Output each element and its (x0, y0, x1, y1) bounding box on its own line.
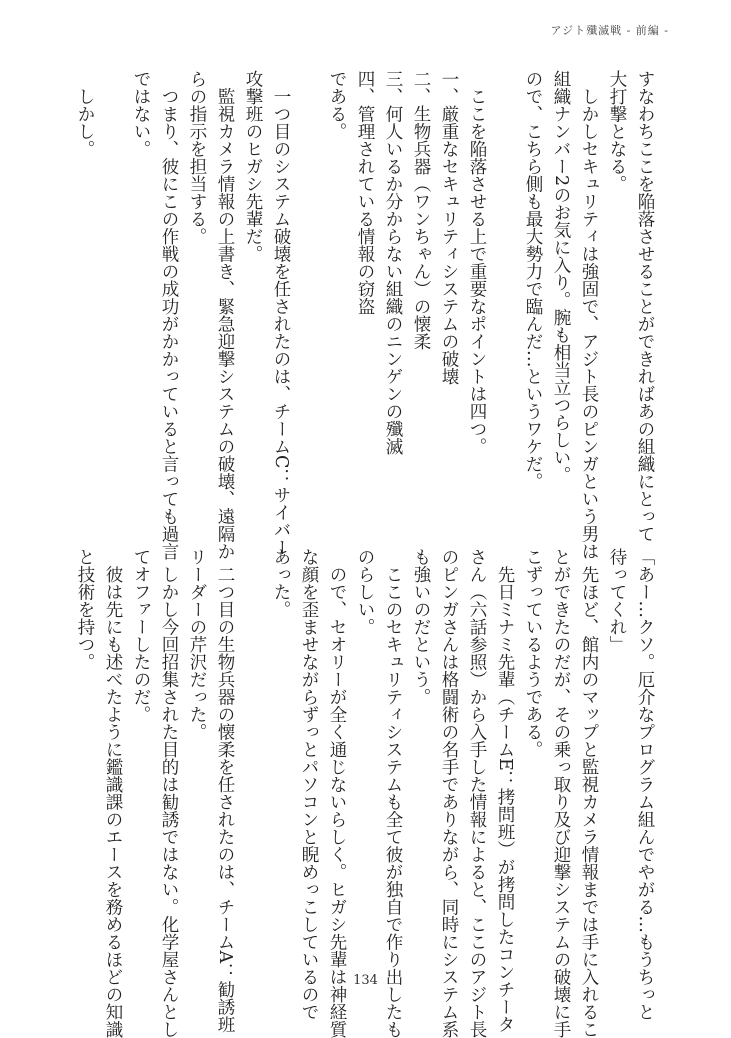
text-line: さん（六話参照）から入手した情報によると、ここのアジト長 (467, 548, 487, 1038)
text-line: 攻撃班のヒガシ先輩だ。 (243, 70, 263, 263)
text-line: ここのセキュリティシステムも全て彼が独自で作り出したも (383, 548, 403, 1038)
text-line: つまり、彼にこの作戦の成功がかかっていると言っても過言 (159, 70, 179, 560)
text-line: すなわちここを陥落させることができればあの組織にとって (635, 70, 655, 543)
text-line: 先ほど、館内のマップと監視カメラ情報までは手に入れるこ (579, 548, 599, 1038)
paragraph-break (295, 70, 323, 502)
text-line: 先日ミナミ先輩（チームE：拷問班）が拷問したコンチータ (495, 548, 515, 1034)
paragraph-break (491, 70, 519, 502)
text-line: 彼は先にも述べたように鑑識課のエースを務めるほどの知識 (103, 548, 123, 1038)
page-number: 134 (353, 973, 378, 988)
running-header: アジト殲滅戦 - 前編 - (550, 24, 669, 37)
text-line: しかし。 (75, 70, 95, 158)
text-line: である。 (327, 70, 347, 140)
text-line: しかし今回招集された目的は勧誘ではない。化学屋さんとし (159, 548, 179, 1038)
upper-text-block (75, 70, 659, 560)
list-item: 三、何人いるか分からない組織のニンゲンの殲滅 (383, 70, 403, 455)
text-line: 組織ナンバー2のお気に入り。腕も相当立つらしい。 (551, 70, 571, 484)
text-line: 二つ目の生物兵器の懐柔を任されたのは、チームA：勧誘班 (215, 548, 235, 1034)
text-line: ここを陥落させる上で重要なポイントは四つ。 (467, 70, 487, 455)
text-line: てオファーしたのだ。 (131, 548, 151, 723)
text-line: ので、こちら側も最大勢力で臨んだ…というワケだ。 (523, 70, 543, 490)
text-line: 監視カメラ情報の上書き、緊急迎撃システムの破壊、遠隔か (215, 70, 235, 560)
text-line: あった。 (271, 548, 291, 618)
text-line: 待ってくれ」 (607, 548, 627, 653)
text-line: も強いのだという。 (411, 548, 431, 706)
text-line: しかしセキュリティは強固で、アジト長のピンガという男は (579, 70, 599, 560)
text-line: こずっているようである。 (523, 548, 543, 758)
paragraph-break (99, 70, 127, 502)
text-line: のらしい。 (355, 548, 375, 636)
paragraph-break (239, 548, 267, 980)
list-item: 二、生物兵器（ワンちゃん）の懐柔 (411, 70, 431, 350)
text-line: と技術を持つ。 (75, 548, 95, 671)
text-line: らの指示を担当する。 (187, 70, 207, 245)
text-line: ので、セオリーが全く通じないらしく。ヒガシ先輩は神経質 (327, 548, 347, 1038)
text-line: な顔を歪ませながらずっとパソコンと睨めっこしているので (299, 548, 319, 1021)
text-line: 大打撃となる。 (607, 70, 627, 193)
text-line: 「あー…クソ。厄介なプログラム組んでやがる…もうちっと (635, 548, 655, 1021)
text-line: のピンガさんは格闘術の名手でありながら、同時にシステム系 (439, 548, 459, 1038)
text-line: リーダーの芹沢だった。 (187, 548, 207, 741)
text-line: 一つ目のシステム破壊を任されたのは、チームC：サイバー (271, 70, 291, 556)
list-item: 一、厳重なセキュリティシステムの破壊 (439, 70, 459, 385)
text-line: とができたのだが、その乗っ取り及び迎撃システムの破壊に手 (551, 548, 571, 1038)
list-item: 四、管理されている情報の窃盗 (355, 70, 375, 315)
text-line: ではない。 (131, 70, 151, 158)
